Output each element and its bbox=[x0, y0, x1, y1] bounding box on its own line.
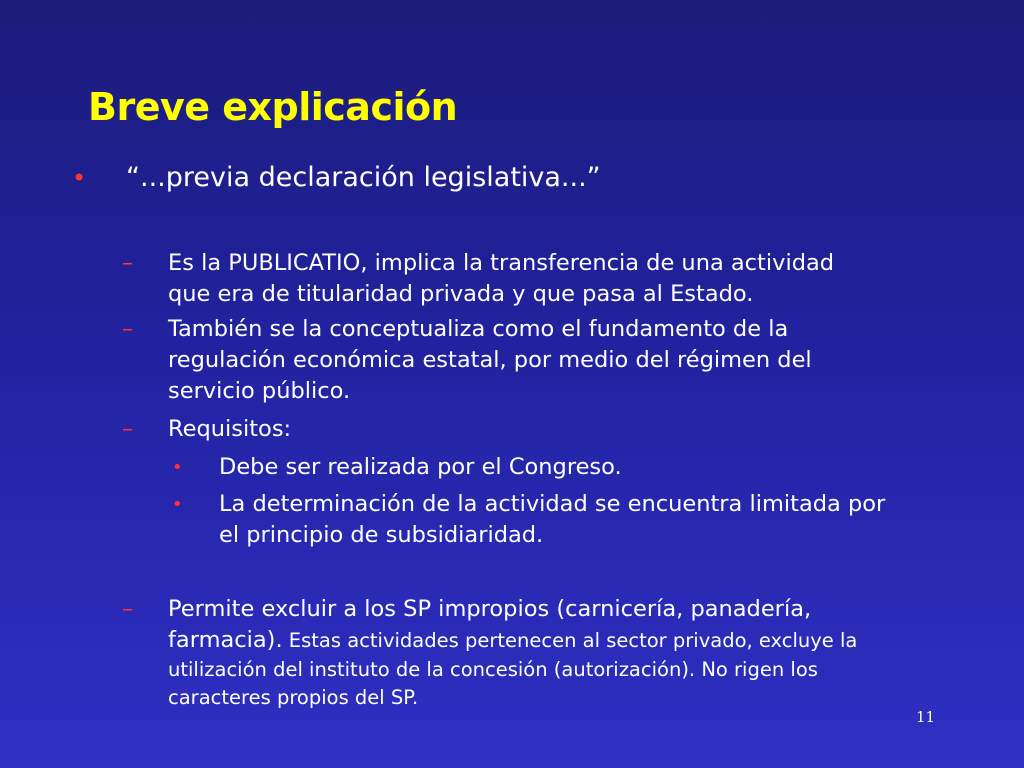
text-segment-large: farmacia). bbox=[168, 627, 283, 653]
main-bullet-marker: • bbox=[72, 164, 87, 192]
text-line: regulación económica estatal, por medio del régimen del bbox=[168, 347, 812, 373]
text-line: Es la PUBLICATIO, implica la transferencia de una actividad bbox=[168, 250, 835, 276]
text-line: La determinación de la actividad se encuentra limitada por bbox=[219, 491, 886, 517]
text-line: También se la conceptualiza como el fundamento de la bbox=[168, 316, 789, 342]
text-line bbox=[168, 625, 958, 656]
text-line: Permite excluir a los SP impropios (carnicería, panadería, bbox=[168, 596, 812, 622]
text-line: el principio de subsidiaridad. bbox=[219, 522, 544, 548]
text-segment-small: Estas actividades pertenecen al sector privado, excluye la bbox=[282, 629, 858, 652]
bullet-marker: • bbox=[172, 457, 183, 478]
main-bullet-text: “...previa declaración legislativa...” bbox=[126, 162, 601, 193]
requisito-text bbox=[219, 489, 964, 551]
text-line: servicio público. bbox=[168, 378, 351, 404]
sub-item-text bbox=[168, 314, 958, 407]
sub-item-text bbox=[168, 248, 958, 310]
dash-marker: – bbox=[122, 250, 134, 276]
text-line: Debe ser realizada por el Congreso. bbox=[219, 454, 622, 480]
sub-item-text bbox=[168, 594, 958, 712]
dash-marker: – bbox=[122, 416, 134, 442]
sub-item-text bbox=[168, 414, 958, 445]
text-line: utilización del instituto de la concesión (autorización). No rigen los bbox=[168, 658, 818, 681]
text-line: que era de titularidad privada y que pasa al Estado. bbox=[168, 281, 754, 307]
slide-title: Breve explicación bbox=[88, 85, 458, 129]
text-line: Requisitos: bbox=[168, 416, 292, 442]
dash-marker: – bbox=[122, 596, 134, 622]
bullet-marker: • bbox=[172, 494, 183, 515]
requisito-text bbox=[219, 452, 964, 483]
dash-marker: – bbox=[122, 316, 134, 342]
page-number: 11 bbox=[916, 708, 936, 726]
text-line: caracteres propios del SP. bbox=[168, 686, 419, 709]
